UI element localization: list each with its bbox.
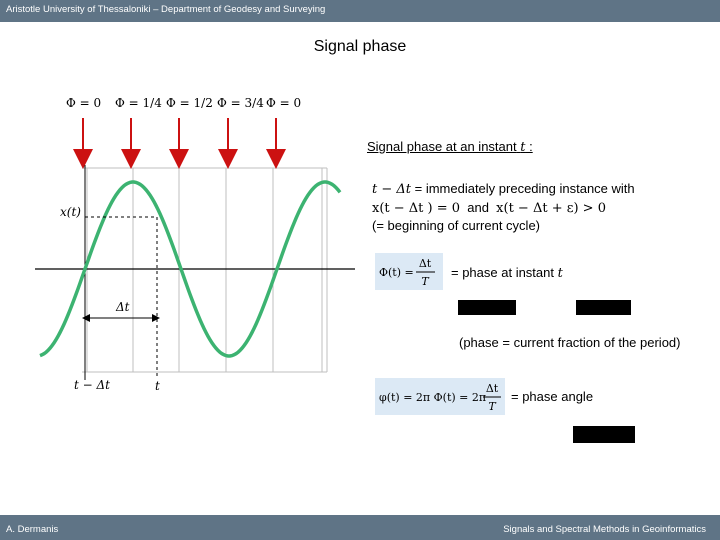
condition-a: x(t − Δt ) = 0 (372, 201, 461, 216)
definition-math: t − Δt (372, 182, 411, 197)
footer-author: A. Dermanis (6, 524, 59, 535)
header-text: Aristotle University of Thessaloniki – Department of Geodesy and Surveying (6, 4, 326, 15)
footer-course: Signals and Spectral Methods in Geoinformatics (503, 524, 706, 535)
phase-label-end: Φ = 0 (266, 96, 302, 110)
phase-label-0: Φ = 0 (66, 96, 102, 110)
phase-label-quarter: Φ = 1/4 (115, 96, 162, 110)
page-title: Signal phase (313, 38, 407, 55)
phase-label-three-quarter: Φ = 3/4 (217, 96, 264, 110)
phase-at-instant (451, 265, 563, 281)
phase-at-instant-label: = phase at instant (451, 265, 554, 280)
phase-heading-var: t (520, 140, 526, 155)
phase-formula-num: Δt (418, 257, 432, 270)
phase-heading (367, 139, 533, 155)
footer-bar (0, 515, 720, 540)
definition-line-1 (372, 181, 635, 197)
black-box-3 (573, 426, 635, 443)
black-box-2 (576, 300, 631, 315)
phase-heading-prefix: Signal phase at an instant (367, 139, 517, 154)
phase-label-half: Φ = 1/2 (166, 96, 213, 110)
angle-formula-den: T (488, 400, 496, 413)
phase-formula-lhs: Φ(t) = (379, 266, 414, 279)
t-minus-delta-label: t − Δt (74, 378, 110, 392)
condition-and: and (460, 200, 497, 215)
y-axis-label: x(t) (60, 205, 81, 219)
black-box-1 (458, 300, 516, 315)
phase-formula (375, 253, 443, 290)
phase-formula-den: T (421, 275, 429, 288)
fraction-note: (phase = current fraction of the period) (459, 335, 681, 350)
delta-t-label: Δt (116, 300, 130, 314)
phase-arrows (83, 118, 276, 159)
angle-formula-num: Δt (485, 382, 499, 395)
angle-formula-lhs: φ(t) = 2π Φ(t) = 2π (379, 391, 487, 404)
t-label: t (155, 379, 160, 393)
phase-angle-label: = phase angle (511, 389, 594, 404)
plot-grid (82, 168, 327, 372)
phase-at-instant-var: t (557, 266, 563, 281)
definition-text: = immediately preceding instance with (411, 181, 635, 196)
definition-line-2 (372, 200, 606, 216)
definition-line-3: (= beginning of current cycle) (372, 218, 541, 233)
angle-formula (375, 378, 505, 415)
condition-b: x(t − Δt + ε) > 0 (496, 201, 606, 216)
phase-heading-suffix: : (525, 139, 533, 154)
